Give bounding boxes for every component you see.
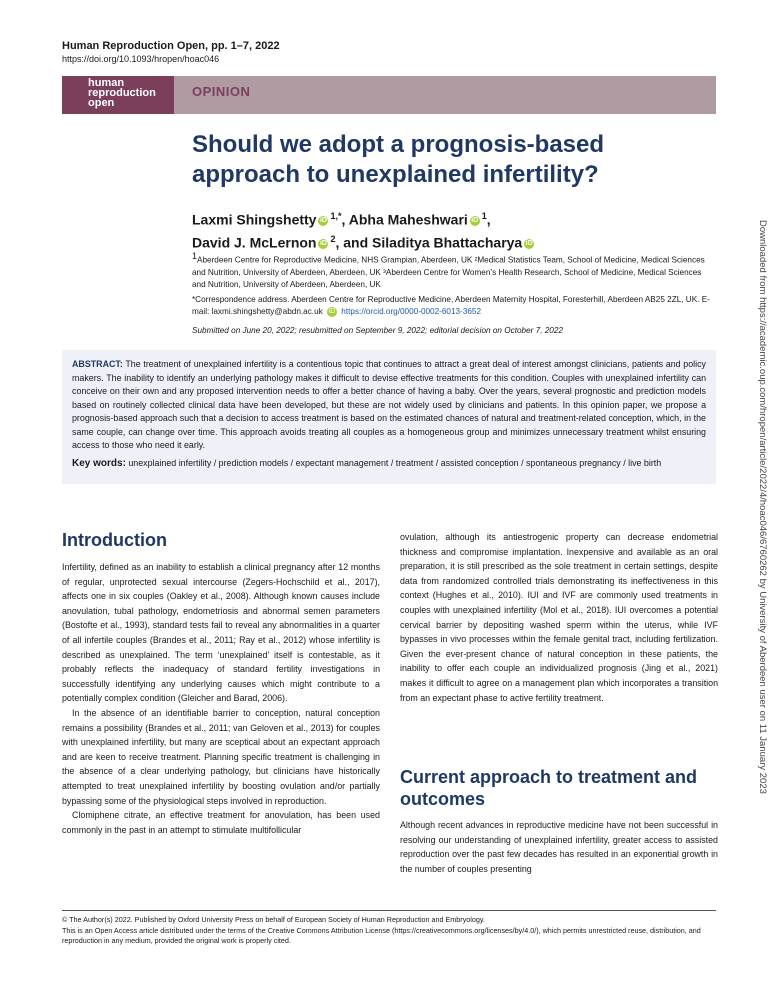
- keywords: [72, 457, 706, 471]
- affiliations: $^1$Aberdeen Centre for Reproductive Medicine, NHS Grampian, Aberdeen, UK ²Medical Statistics Team, School of Medicine, Medical Sciences and Nutrition, University of Aberdeen, Aberdeen, UK ³Aberdeen Centre for Women’s Health Research, School of Medicine, Medical Sciences and Nutrition, University of Aberdeen, Aberdeen, UK: [192, 251, 705, 289]
- journal-line: Human Reproduction Open, pp. 1–7, 2022: [62, 40, 280, 52]
- paragraph: ovulation, although its antiestrogenic property can decrease endometrial thickness and compromise implantation. Inexpensive and available as an oral preparation, it is still prescribed as the sole treatment in certain settings, despite data from randomized controlled trials demonstrating its ineffectiveness in this context (Hughes et al., 2010). IUI and IVF are commonly used treatments in couples with unexplained infertility (Mol et al., 2018). IUI overcomes a potential cervical barrier by depositing washed sperm within the uterus, while IVF bypasses in vivo processes within the female genital tract, including fertilization. Given the ever-present chance of natural conception in these patients, the inability to offer each couple an individualized prognosis (Jing et al., 2021) makes it difficult to agree on a management plan which incorporates a transition from an expectant phase to active fertility treatment.: [400, 532, 718, 703]
- doi-link[interactable]: https://doi.org/10.1093/hropen/hoac046: [62, 54, 220, 64]
- download-notice: Downloaded from https://academic.oup.com/hropen/article/2022/4/hoac046/6760262 by University of Aberdeen user on 11 January 2023: [757, 220, 768, 794]
- author-name: Laxmi Shingshetty: [192, 211, 317, 228]
- section-heading-current-approach: Current approach to treatment and outcomes: [400, 767, 698, 809]
- article-title: Should we adopt a prognosis-based approach to unexplained infertility?: [192, 131, 605, 188]
- orcid-icon[interactable]: iD: [319, 239, 327, 247]
- copyright-line: © The Author(s) 2022. Published by Oxford University Press on behalf of European Society of Human Reproduction and Embryology.: [62, 915, 485, 924]
- orcid-icon[interactable]: iD: [319, 216, 327, 224]
- column-right-lower: [400, 818, 718, 876]
- section-label: OPINION: [192, 84, 251, 99]
- submission-dates: Submitted on June 20, 2022; resubmitted on September 9, 2022; editorial decision on October 7, 2022: [192, 326, 563, 335]
- author-name: Siladitya Bhattacharya: [372, 234, 523, 251]
- orcid-link[interactable]: https://orcid.org/0000-0002-6013-3652: [341, 307, 482, 316]
- abstract-text: The treatment of unexplained infertility is a contentious topic that continues to attract a great deal of interest amongst clinicians, patients and policy makers. The inability to identify an underlying pathology makes it difficult to devise effective treatments for this condition. Couples with unexplained infertility can conceive on their own and any proposed intervention needs to offer a better chance of having a baby. Over the years, several prognostic and prediction models based on routinely collected clinical data have been developed, but these are not widely used by clinicians and patients. In this opinion paper, we propose a prognosis-based approach such that a decision to access treatment is based on the estimated chances of natural and treatment-related conception, which, in the same couple, can change over time. This approach avoids treating all couples as a homogeneous group and minimizes unnecessary treatment whilst ensuring access to those who need it early.: [72, 359, 706, 450]
- abstract-box: [62, 350, 716, 484]
- correspondence: *Correspondence address. Aberdeen Centre for Reproductive Medicine, Aberdeen Maternity Hospital, Foresterhill, Aberdeen AB25 2ZL, UK. E-mail: laxmi.shingshetty@abdn.ac.uk iD https://orcid.org/0000-0002-6013-3652: [192, 295, 710, 316]
- paragraph: Clomiphene citrate, an effective treatment for anovulation, has been used commonly in the past in an attempt to stimulate multifollicular: [62, 810, 380, 835]
- orcid-icon[interactable]: iD: [328, 307, 336, 315]
- orcid-icon[interactable]: iD: [525, 239, 533, 247]
- section-heading-introduction: Introduction: [62, 530, 167, 550]
- orcid-icon[interactable]: iD: [471, 216, 479, 224]
- journal-logo: human reproduction open: [62, 76, 174, 114]
- abstract-label: ABSTRACT:: [72, 359, 123, 369]
- footer-notes: [62, 915, 716, 947]
- author-list: Laxmi Shingshetty iD $^{1,*}$, Abha Maheshwari iD $^1$, David J. McLernon iD $^2$, and Siladitya Bhattacharya iD: [192, 211, 533, 251]
- author-name: David J. McLernon: [192, 234, 317, 251]
- column-left: [62, 560, 380, 837]
- paragraph: In the absence of an identifiable barrier to conception, natural conception remains a possibility (Brandes et al., 2011; van Geloven et al., 2013) for couples with unexplained infertility, but many are sceptical about an expectant approach and are keen to receive treatment. Planning specific treatment is challenging in the absence of a clear underlying pathology, but clinicians have historically attempted to treat unexplained infertility by boosting ovulation and/or partially bypassing some of the physiological steps involved in reproduction.: [62, 707, 380, 806]
- license-line: This is an Open Access article distributed under the terms of the Creative Commons Attribution License (https://creativecommons.org/licenses/by/4.0/), which permits unrestricted reuse, distribution, and reproduction in any medium, provided the original work is properly cited.: [62, 925, 701, 945]
- footer-divider: [62, 910, 716, 911]
- column-right: [400, 530, 718, 705]
- keywords-label: Key words:: [72, 457, 126, 469]
- paragraph: Although recent advances in reproductive medicine have not been successful in resolving our understanding of unexplained infertility, greater access to assisted reproduction over the past few decades has resulted in an exponential growth in the number of couples presenting: [400, 820, 718, 874]
- keywords-text: unexplained infertility / prediction models / expectant management / treatment / assisted conception / spontaneous pregnancy / live birth: [128, 457, 662, 468]
- author-name: Abha Maheshwari: [348, 211, 468, 228]
- paragraph: Infertility, defined as an inability to establish a clinical pregnancy after 12 months of regular, unprotected sexual intercourse (Zegers-Hochschild et al., 2017), affects one in six couples (Oakley et al., 2008). Although known causes include anovulation, tubal pathology, endometriosis and abnormal semen parameters (Bostofte et al., 1993), standard tests fail to reveal any abnormalities in a quarter of all infertile couples (Brandes et al., 2011; Ray et al., 2012) whose infertility is described as unexplained. The term ‘unexplained’ itself is contestable, as it probably reflects the inadequacy of standard fertility investigations in successfully identifying any underlying causes which might contribute to a potentially complex condition (Gleicher and Barad, 2006).: [62, 562, 380, 704]
